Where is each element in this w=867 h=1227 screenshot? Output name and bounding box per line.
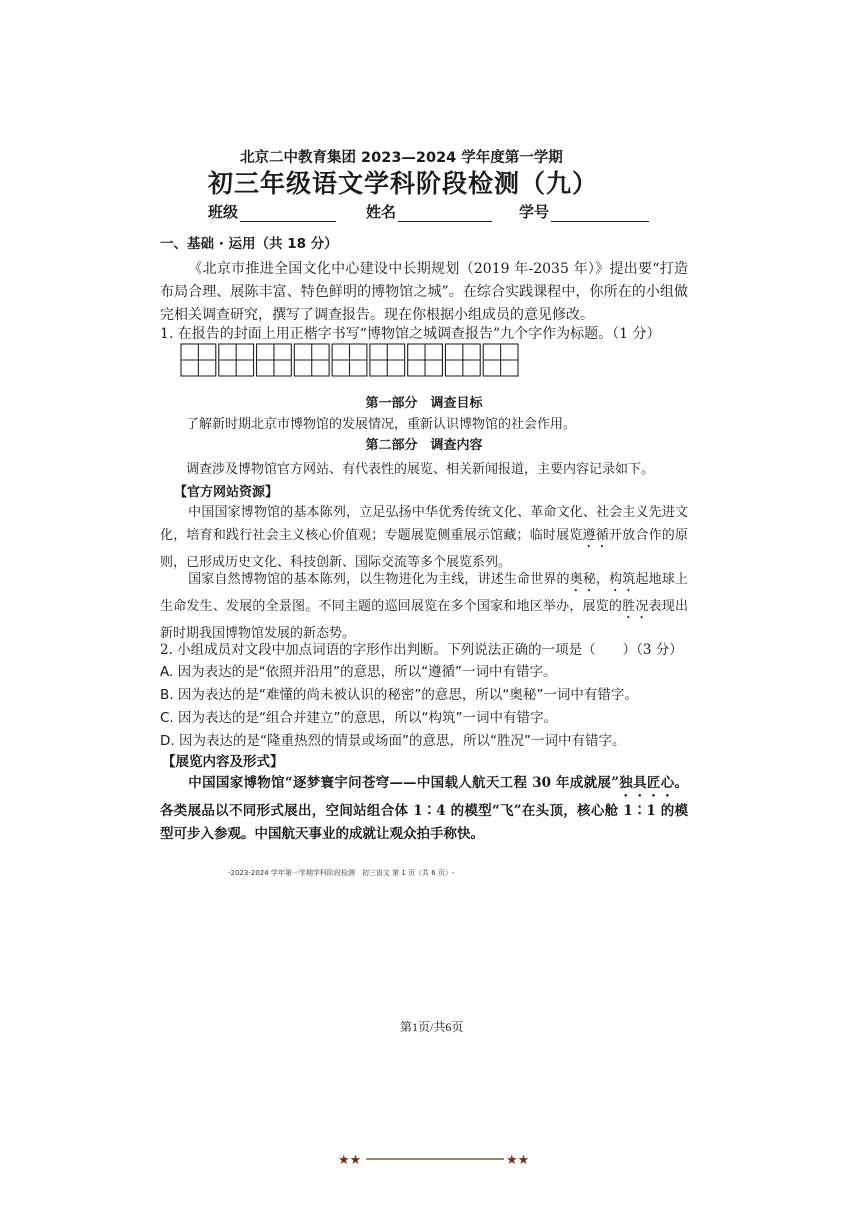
name-label: 姓名: [366, 203, 397, 221]
class-blank[interactable]: [240, 207, 336, 222]
nh-text-4: 表现出新时期我国博物馆发展的新态势。: [160, 599, 688, 641]
part1-body: 了解新时期北京市博物馆的发展情况，重新认识博物馆的社会作用。: [186, 417, 577, 432]
natural-museum-paragraph: [160, 568, 688, 645]
part1-title: 第一部分 调查目标: [365, 396, 483, 411]
nh-text-2: ，: [596, 572, 610, 587]
nm-text-1: 中国国家博物馆的基本陈列，立足弘扬中华优秀传统文化、革命文化、社会主义先进文化，培育和践行社会主义核心价值观；专题展览侧重展示馆藏；临时展览: [160, 505, 688, 543]
exhibit-paragraph: [160, 772, 688, 846]
school-title: 北京二中教育集团 2023—2024 学年度第一学期: [240, 150, 563, 166]
option-a[interactable]: A. 因为表达的是“依照并沿用”的意思，所以“遵循”一词中有错字。: [160, 664, 557, 680]
exhibit-text-1: 中国国家博物馆“逐梦寰宇问苍穹——中国载人航天工程 30 年成就展”: [188, 775, 619, 791]
dotted-word-shengkuang: 胜况: [622, 599, 649, 614]
name-field: [366, 201, 492, 222]
dotted-word-zunxun: 遵循: [582, 528, 609, 543]
page-number: 第1页/共6页: [400, 1020, 464, 1034]
class-label: 班级: [208, 203, 239, 221]
class-field: [208, 201, 336, 222]
dotted-word-aomi: 奥秘: [569, 572, 596, 587]
star-icon-right: ★★: [506, 1153, 530, 1168]
section-heading: 一、基础 · 运用（共 18 分）: [160, 236, 338, 252]
exhibit-text-2: 。各类展品以不同形式展出，空间站组合体 1∶4 的模型“飞”在头顶，核心舱 1∶1 的模型可步入参观。中国航天事业的成就让观众拍手称快。: [160, 775, 688, 842]
intro-text: 《北京市推进全国文化中心建设中长期规划（2019 年-2035 年）》提出要“打造布局合理、展陈丰富、特色鲜明的博物馆之城”。在综合实践课程中，你所在的小组做完相关调查研究，撰写了调查报告。现在你根据小组成员的意见修改。: [160, 261, 688, 323]
decorative-divider: [338, 1150, 532, 1168]
writing-grid[interactable]: [180, 343, 520, 377]
exhibit-heading: 【展览内容及形式】: [162, 754, 284, 770]
intro-paragraph: [160, 258, 688, 327]
exam-title: 初三年级语文学科阶段检测（九）: [208, 169, 599, 198]
dotted-word-dujujiangxin: 独具匠心: [619, 775, 675, 791]
question-1: 1. 在报告的封面上用正楷字书写“博物馆之城调查报告”九个字作为标题。（1 分）: [160, 326, 661, 342]
option-c[interactable]: C. 因为表达的是“组合并建立”的意思，所以“构筑”一词中有错字。: [160, 710, 557, 726]
part2-title: 第二部分 调查内容: [365, 438, 483, 453]
nh-text-1: 国家自然博物馆的基本陈列，以生物进化为主线，讲述生命世界的: [188, 572, 570, 587]
name-blank[interactable]: [398, 207, 492, 222]
nh-text-3: 起地球上生命发生、发展的全景图。不同主题的巡回展览在多个国家和地区举办，展览的: [160, 572, 688, 614]
part2-body: 调查涉及博物馆官方网站、有代表性的展览、相关新闻报道，主要内容记录如下。: [186, 462, 655, 477]
star-icon-left: ★★: [338, 1153, 362, 1168]
id-field: [519, 201, 649, 222]
id-label: 学号: [519, 203, 550, 221]
question-2: 2. 小组成员对文段中加点词语的字形作出判断。下列说法正确的一项是（ ）（3 分）: [160, 642, 683, 658]
option-b[interactable]: B. 因为表达的是“难懂的尚未被认识的秘密”的意思，所以“奥秘”一词中有错字。: [160, 687, 638, 703]
dotted-word-gouzhu: 构筑: [609, 572, 636, 587]
exam-footer: -2023-2024 学年第一学期学科阶段检测 初三语文 第 1 页（共 6 页）-: [228, 869, 455, 877]
option-d[interactable]: D. 因为表达的是“隆重热烈的情景或场面”的意思，所以“胜况”一词中有错字。: [160, 733, 626, 749]
id-blank[interactable]: [551, 207, 649, 222]
nm-text-2: 开放合作的原则，已形成历史文化、科技创新、国际交流等多个展览系列。: [160, 528, 688, 570]
resource-heading: 【官方网站资源】: [174, 485, 279, 500]
national-museum-paragraph: [160, 501, 688, 574]
